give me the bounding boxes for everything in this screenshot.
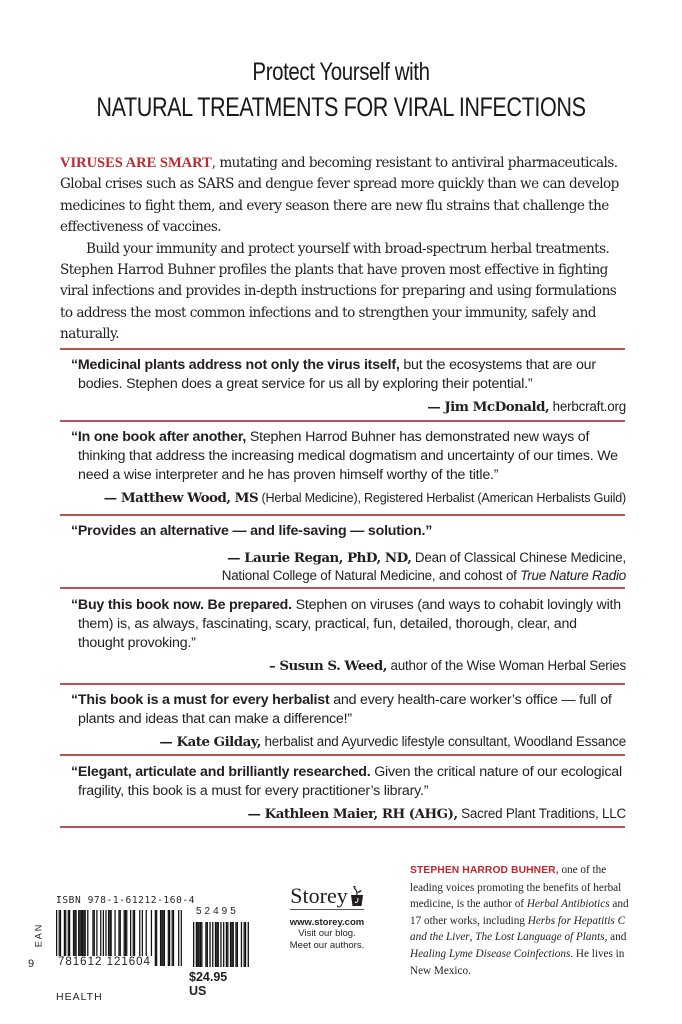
endorsement-quote	[70, 356, 626, 416]
barcode-bar	[161, 910, 162, 966]
quote-affiliation: herbcraft.org	[549, 399, 626, 414]
quote-attribution	[70, 489, 626, 507]
quote-affiliation: author of the Wise Woman Herbal Series	[386, 658, 626, 673]
price: $24.95 US	[189, 970, 228, 998]
category-label: HEALTH	[56, 991, 103, 1003]
barcode-bar	[196, 922, 197, 967]
barcode-bar	[155, 910, 156, 966]
publisher-blog-line: Visit our blog.	[298, 928, 356, 939]
quote-body: Given the critical nature of our ecological fragility, this book is a must for every practitioner’s library.”	[78, 764, 622, 799]
barcode-bar	[205, 922, 206, 967]
divider-rule	[60, 587, 625, 589]
quote-affiliation: (Herbal Medicine), Registered Herbalist (American Herbalists Guild)	[258, 491, 626, 505]
quote-lead: “In one book after another,	[71, 429, 247, 445]
publisher-url[interactable]: www.storey.com	[289, 917, 365, 928]
barcode-bar	[244, 922, 245, 967]
barcode-bar	[198, 922, 199, 967]
barcode-bar	[233, 922, 234, 967]
quote-author: — Kathleen Maier, RH (AHG),	[247, 806, 458, 822]
barcode-bar	[227, 922, 228, 967]
book-title: Herbs for Hepatitis C and the Liver	[410, 914, 626, 944]
quote-text	[70, 428, 626, 485]
quote-text	[70, 691, 626, 729]
endorsement-quote	[70, 522, 626, 585]
quote-lead: “Medicinal plants address not only the virus itself,	[71, 357, 400, 373]
barcode-bar	[241, 922, 242, 967]
publisher-logo	[290, 885, 363, 910]
author-name: STEPHEN HARROD BUHNER,	[410, 865, 559, 876]
flowerpot-sprout-icon	[350, 885, 364, 907]
quote-affiliation: Dean of Classical Chinese Medicine,	[411, 550, 626, 565]
quote-attribution	[70, 805, 626, 823]
endorsement-quote	[70, 596, 626, 675]
barcode-bar	[248, 922, 249, 967]
barcode-bar	[212, 922, 213, 967]
ean-label: EAN	[33, 922, 44, 948]
barcode-bar	[220, 922, 221, 967]
quote-affiliation-line-2: National College of Natural Medicine, and cohost of	[221, 568, 521, 583]
intro-paragraph-1	[60, 153, 622, 239]
barcode-bar	[209, 922, 210, 967]
quote-lead: “This book is a must for every herbalist	[71, 692, 330, 708]
bio-text: , and	[604, 931, 627, 944]
quote-attribution	[70, 398, 626, 416]
quote-attribution	[70, 733, 626, 751]
barcode-bar	[168, 910, 169, 966]
bio-text: and 17 other works, including	[410, 898, 629, 927]
book-title: Healing Lyme Disease Coinfections	[410, 947, 571, 960]
quote-lead: “Elegant, articulate and brilliantly researched.	[71, 764, 371, 780]
endorsement-quote	[70, 428, 626, 507]
quote-text	[70, 763, 626, 801]
intro-text	[60, 153, 622, 346]
barcode-bar	[169, 910, 170, 966]
bio-text: . He lives in New Mexico.	[410, 947, 625, 977]
quote-attribution	[70, 549, 626, 585]
barcode-bar	[163, 910, 164, 966]
barcode-bar	[201, 922, 202, 967]
ean-digits: 781612 121604	[58, 956, 151, 968]
barcode-bar	[173, 910, 174, 966]
barcode-bar	[181, 910, 182, 966]
endorsement-quote	[70, 691, 626, 751]
divider-rule	[60, 754, 625, 756]
isbn-number: ISBN 978-1-61212-160-4	[56, 895, 196, 906]
divider-rule	[60, 683, 625, 685]
barcode-bar	[164, 910, 165, 966]
barcode-bar	[237, 922, 238, 967]
barcode-bar	[156, 910, 157, 966]
publisher-block	[262, 885, 392, 952]
publisher-name: Storey	[290, 883, 348, 908]
barcode-bar	[218, 922, 219, 967]
quote-author: – Susun S. Weed,	[268, 658, 387, 674]
quote-author: — Jim McDonald,	[427, 399, 550, 415]
quote-author: — Laurie Regan, PhD, ND,	[227, 550, 412, 566]
price-code: 52495	[196, 906, 239, 917]
intro-paragraph-2: Build your immunity and protect yourself with broad-spectrum herbal treatments. Stephen Harrod Buhner profiles the plants that have proven most effective in fighting viral infections and provides in-depth instructions for preparing and using formulations to address the most common infections and to strengthen your immunity, safely and naturally.	[60, 240, 617, 343]
barcode-bar	[226, 922, 227, 967]
quote-author: — Matthew Wood, MS	[103, 490, 259, 506]
author-bio	[410, 862, 640, 979]
quote-lead: “Buy this book now. Be prepared.	[71, 597, 292, 613]
barcode-bar	[200, 922, 201, 967]
intro-paragraph-1-text: , mutating and becoming resistant to antiviral pharmaceuticals. Global crises such as SARS and dengue fever spread more quickly than we can develop medicines to fight them, and every season there are new flu strains that challenge the effectiveness of vaccines.	[60, 155, 619, 236]
barcode-bar	[215, 922, 216, 967]
headline-line-1: Protect Yourself with	[252, 58, 430, 86]
price-barcode	[193, 922, 249, 967]
barcode-block	[28, 895, 239, 1003]
intro-lead-caps: VIRUSES ARE SMART	[60, 155, 212, 171]
barcode-bar	[178, 910, 179, 966]
bio-text: one of the leading voices promoting the benefits of herbal medicine, is the author of	[410, 864, 622, 911]
publisher-authors-line: Meet our authors.	[289, 940, 365, 951]
barcode-bar	[207, 922, 208, 967]
barcode-bar	[230, 922, 231, 967]
quote-body: Stephen on viruses (and ways to cohabit lovingly with them) is, as always, fascinating, scary, practical, fun, detailed, thorough, clear, and thought provoking.”	[78, 597, 621, 651]
quote-body: Stephen Harrod Buhner has demonstrated new ways of thinking that address the increasing medical dogmatism and uncertainty of our times. We need a wise interpreter and he has proven himself worthy of the title.”	[78, 429, 618, 483]
barcode-bar	[160, 910, 161, 966]
quote-body: but the ecosystems that are our bodies. Stephen does a great service for us all by exploring their potential.”	[78, 357, 596, 392]
bio-text: ,	[469, 931, 476, 944]
book-title: The Lost Language of Plants	[475, 931, 605, 944]
divider-rule	[60, 348, 625, 350]
divider-rule	[60, 826, 625, 828]
barcode-bar	[172, 910, 173, 966]
barcode-bar	[245, 922, 246, 967]
barcode-bar	[216, 922, 217, 967]
barcode-bar	[223, 922, 224, 967]
barcode-bar	[235, 922, 236, 967]
quote-affiliation: Sacred Plant Traditions, LLC	[457, 806, 626, 821]
ean-first-digit: 9	[28, 958, 35, 970]
book-title: Herbal Antibiotics	[526, 898, 610, 911]
quote-text	[70, 522, 626, 541]
quote-body: and every health-care worker’s office — full of plants and ideas that can make a difference!”	[78, 692, 612, 727]
endorsement-quote	[70, 763, 626, 823]
barcode-bar	[193, 922, 194, 967]
quote-affiliation: herbalist and Ayurvedic lifestyle consultant, Woodland Essance	[260, 734, 626, 749]
divider-rule	[60, 514, 625, 516]
divider-rule	[60, 420, 625, 422]
barcode-bar	[231, 922, 232, 967]
quote-lead: “Provides an alternative — and life-saving — solution.”	[71, 523, 433, 539]
quote-attribution	[70, 657, 626, 675]
barcode-bar	[197, 922, 198, 967]
quote-text	[70, 356, 626, 394]
quote-text	[70, 596, 626, 653]
quote-author: — Kate Gilday,	[159, 734, 261, 750]
headline-line-2: NATURAL TREATMENTS FOR VIRAL INFECTIONS	[96, 92, 586, 122]
quote-affiliation-title: True Nature Radio	[520, 568, 626, 583]
